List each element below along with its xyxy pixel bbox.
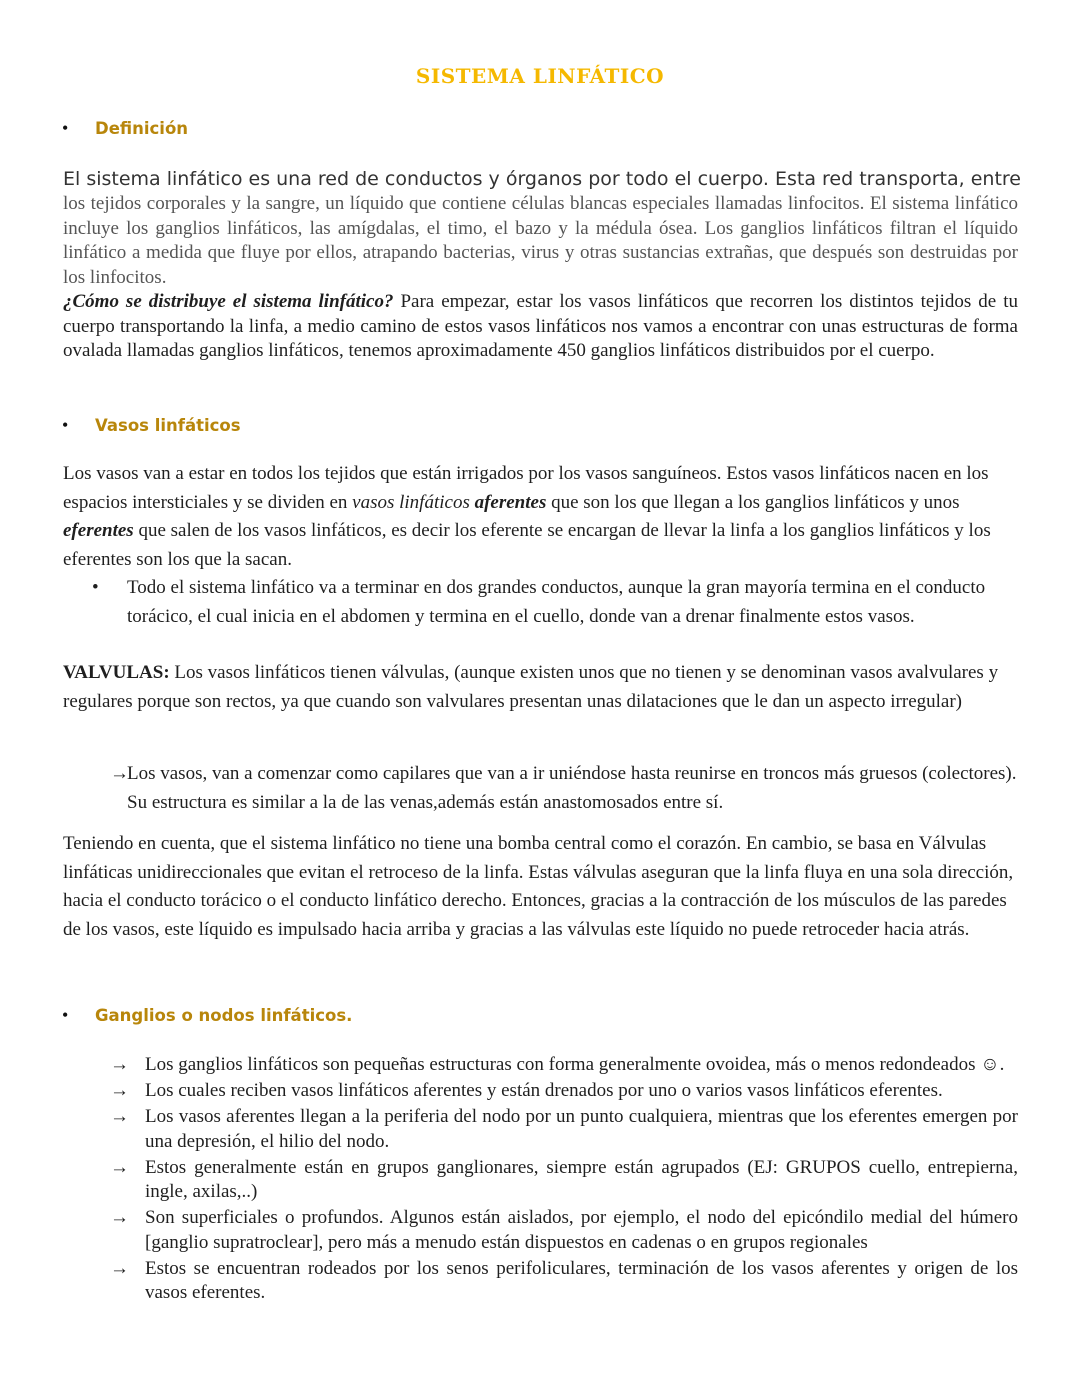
list-item [110,1156,1018,1205]
arrow-right-icon: → [110,1080,129,1101]
list-item [110,1257,1018,1306]
ganglios-list [110,1053,1018,1307]
heading-definicion-text: Definición [95,118,189,138]
heading-vasos [62,413,241,437]
list-item-text: Los cuales reciben vasos linfáticos aferentes y están drenados por uno o varios vasos linfáticos eferentes. [145,1080,943,1101]
vasos-paragraph [63,460,1018,574]
list-item-text: Los ganglios linfáticos son pequeñas estructuras con forma generalmente ovoidea, más o menos redondeados ☺. [145,1054,1005,1075]
arrow-right-icon: → [110,1156,129,1178]
bullet-icon: • [62,117,69,138]
valvulas-paragraph [63,659,1018,716]
definicion-paragraph [63,166,1021,290]
document-title: SISTEMA LINFÁTICO [415,64,665,88]
heading-vasos-text: Vasos linfáticos [95,415,241,435]
vasos-bullet-item [92,574,1012,631]
bullet-icon: • [92,577,99,598]
arrow-right-icon: → [110,1106,129,1127]
bullet-icon: • [62,1004,69,1025]
definicion-rest: los tejidos corporales y la sangre, un líquido que contiene células blancas especiales llamadas linfocitos. El sistema linfático incluye los ganglios linfáticos, las amígdalas, el timo, el bazo y la médula ósea. Los ganglios linfáticos filtran el líquido linfático a medida que fluye por ellos, atrapando bacterias, virus y otras sustancias extrañas, que después son destruidas por los linfocitos. [63,193,1018,288]
valvulas-label: VALVULAS: [63,662,170,683]
heading-ganglios-text: Ganglios o nodos linfáticos. [95,1005,353,1025]
list-item [110,1105,1018,1154]
aferentes-term: aferentes [474,491,547,513]
vasos-text-a: Los vasos van a estar en todos los tejidos que están irrigados por los vasos sanguíneos. Estos vasos linfáticos nacen en los espacios intersticiales y se dividen en [63,463,989,513]
list-item [110,1053,1018,1078]
arrow-right-icon: → [110,1257,129,1279]
list-item-text: Estos se encuentran rodeados por los senos perifoliculares, terminación de los vasos aferentes y origen de los vasos eferentes. [145,1257,1018,1303]
vasos-arrow-text: Los vasos, van a comenzar como capilares que van a ir uniéndose hasta reunirse en troncos más gruesos (colectores). Su estructura es similar a la de las venas,además están anastomosados entre sí. [127,763,1017,813]
vasos-arrow-item [110,760,1020,817]
list-item-text: Estos generalmente están en grupos ganglionares, siempre están agrupados (EJ: GRUPOS cuello, entrepierna, ingle, axilas,..) [145,1156,1018,1202]
distribucion-paragraph [63,290,1018,364]
heading-ganglios [62,1003,352,1027]
arrow-right-icon: → [110,763,129,784]
vasos-text-d: que salen de los vasos linfáticos, es decir los eferente se encargan de llevar la linfa a los ganglios linfáticos y los eferentes son los que la sacan. [63,520,991,570]
list-item-text: Son superficiales o profundos. Algunos están aislados, por ejemplo, el nodo del epicóndilo medial del húmero [ganglio supratroclear], pero más a menudo están dispuestos en cadenas o en grupos regionales [145,1207,1018,1253]
bullet-icon: • [62,414,69,435]
valvulas-text: Los vasos linfáticos tienen válvulas, (aunque existen unos que no tienen y se denominan vasos avalvulares y regulares porque son rectos, ya que cuando son valvulares presentan unas dilataciones que le dan un aspecto irregular) [63,662,999,712]
vasos-text-c: que son los que llegan a los ganglios linfáticos y unos [546,491,960,513]
teniendo-paragraph: Teniendo en cuenta, que el sistema linfático no tiene una bomba central como el corazón. En cambio, se basa en Válvulas linfáticas unidireccionales que evitan el retroceso de la linfa. Estas válvulas aseguran que la linfa fluya en una sola dirección, hacia el conducto torácico o el conducto linfático derecho. Entonces, gracias a la contracción de los músculos de las paredes de los vasos, este líquido es impulsado hacia arriba y gracias a las válvulas este líquido no puede retroceder hacia atrás. [63,833,1014,940]
vasos-bullet-text: Todo el sistema linfático va a terminar en dos grandes conductos, aunque la gran mayoría termina en el conducto torácico, el cual inicia en el abdomen y termina en el cuello, donde van a drenar finalmente estos vasos. [127,577,986,627]
heading-definicion [62,116,188,140]
distribucion-text: Para empezar, estar los vasos linfáticos que recorren los distintos tejidos de tu cuerpo transportando la linfa, a medio camino de estos vasos linfáticos nos vamos a encontrar con unas estructuras de forma ovalada llamadas ganglios linfáticos, tenemos aproximadamente 450 ganglios linfáticos distribuidos por el cuerpo. [63,291,1018,361]
arrow-right-icon: → [110,1207,129,1228]
eferentes-term: eferentes [63,520,134,541]
distribucion-question: ¿Cómo se distribuye el sistema linfático? [63,291,394,312]
list-item [110,1079,1018,1104]
list-item [110,1206,1018,1255]
arrow-right-icon: → [110,1054,129,1075]
definicion-line1: El sistema linfático es una red de conductos y órganos por todo el cuerpo. Esta red transporta, entre [63,168,1021,190]
list-item-text: Los vasos aferentes llegan a la periferia del nodo por un punto cualquiera, mientras que los eferentes emergen por una depresión, el hilio del nodo. [145,1106,1018,1152]
vasos-italic: vasos linfáticos [352,491,470,513]
